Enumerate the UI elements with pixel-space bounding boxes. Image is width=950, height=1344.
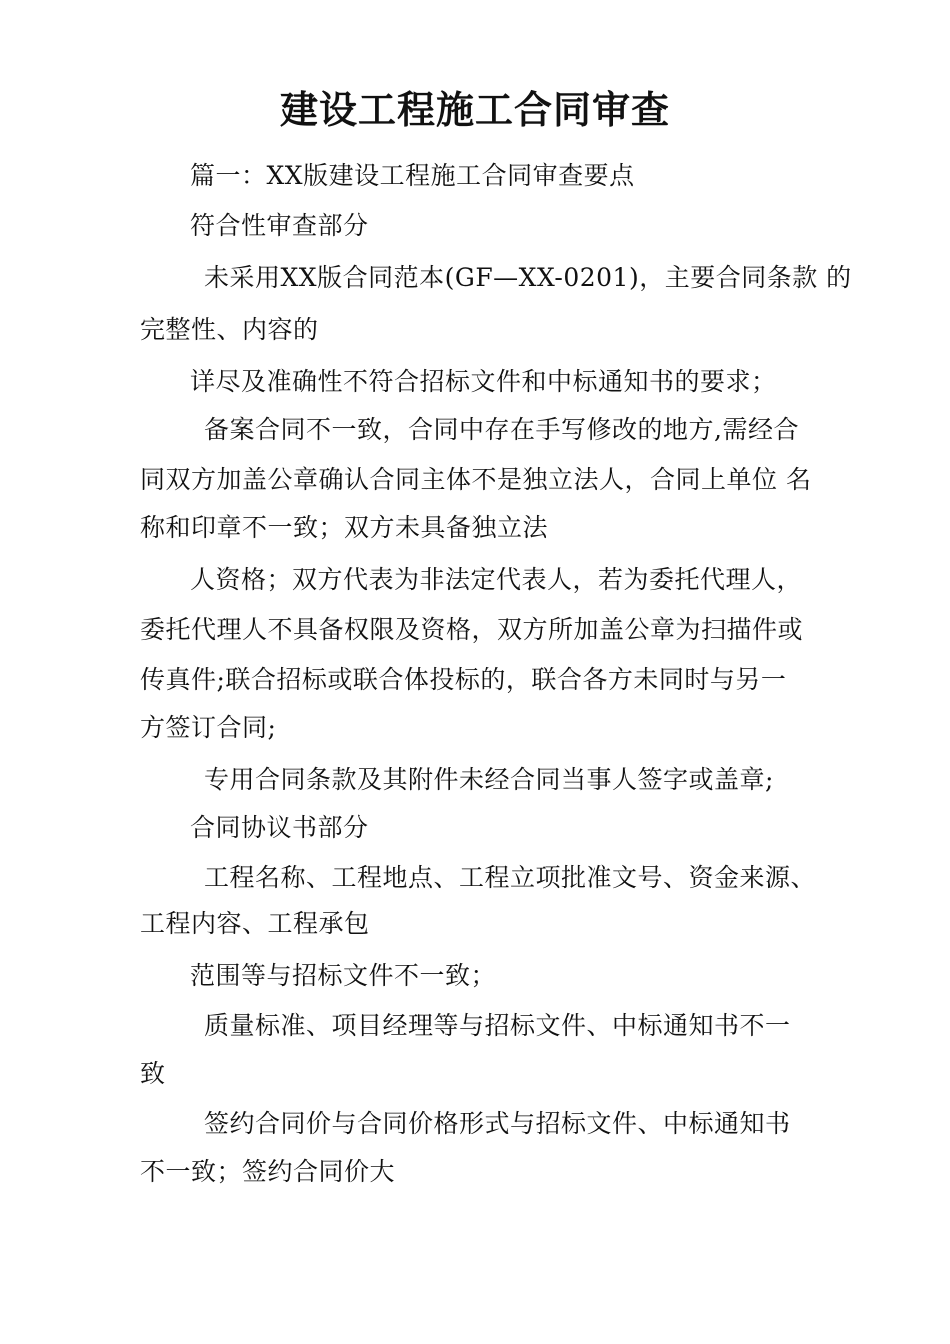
text-line: 范围等与招标文件不一致；: [190, 961, 497, 990]
text-line: 详尽及准确性不符合招标文件和中标通知书的要求；: [190, 367, 777, 396]
text-line: 专用合同条款及其附件未经合同当事人签字或盖章;: [204, 765, 774, 794]
text-line: 完整性、内容的: [140, 315, 319, 344]
text-line: 方签订合同;: [140, 713, 277, 742]
text-line: 称和印章不一致；双方未具备独立法: [140, 513, 549, 542]
text-line: 传真件;联合招标或联合体投标的，联合各方未同时与另一: [140, 665, 787, 694]
text-line: 工程内容、工程承包: [140, 909, 370, 938]
text-line: 未采用XX版合同范本(GF—XX-0201)，主要合同条款 的: [204, 263, 852, 292]
text-line: 委托代理人不具备权限及资格，双方所加盖公章为扫描件或: [140, 615, 804, 644]
text-line: 工程名称、工程地点、工程立项批准文号、资金来源、: [204, 863, 817, 892]
text-line: 同双方加盖公章确认合同主体不是独立法人，合同上单位 名: [140, 465, 812, 494]
text-line: 篇一：XX版建设工程施工合同审查要点: [190, 161, 635, 190]
document-title: 建设工程施工合同审查: [279, 88, 670, 132]
text-line: 签约合同价与合同价格形式与招标文件、中标通知书: [204, 1109, 791, 1138]
text-line: 备案合同不一致，合同中存在手写修改的地方,需经合: [204, 415, 799, 444]
section-heading: 合同协议书部分: [190, 813, 369, 842]
text-line: 质量标准、项目经理等与招标文件、中标通知书不一: [204, 1011, 791, 1040]
text-line: 不一致；签约合同价大: [140, 1157, 396, 1186]
text-line: 人资格；双方代表为非法定代表人，若为委托代理人，: [190, 565, 803, 594]
text-line: 致: [140, 1059, 166, 1088]
section-heading: 符合性审查部分: [190, 211, 369, 240]
